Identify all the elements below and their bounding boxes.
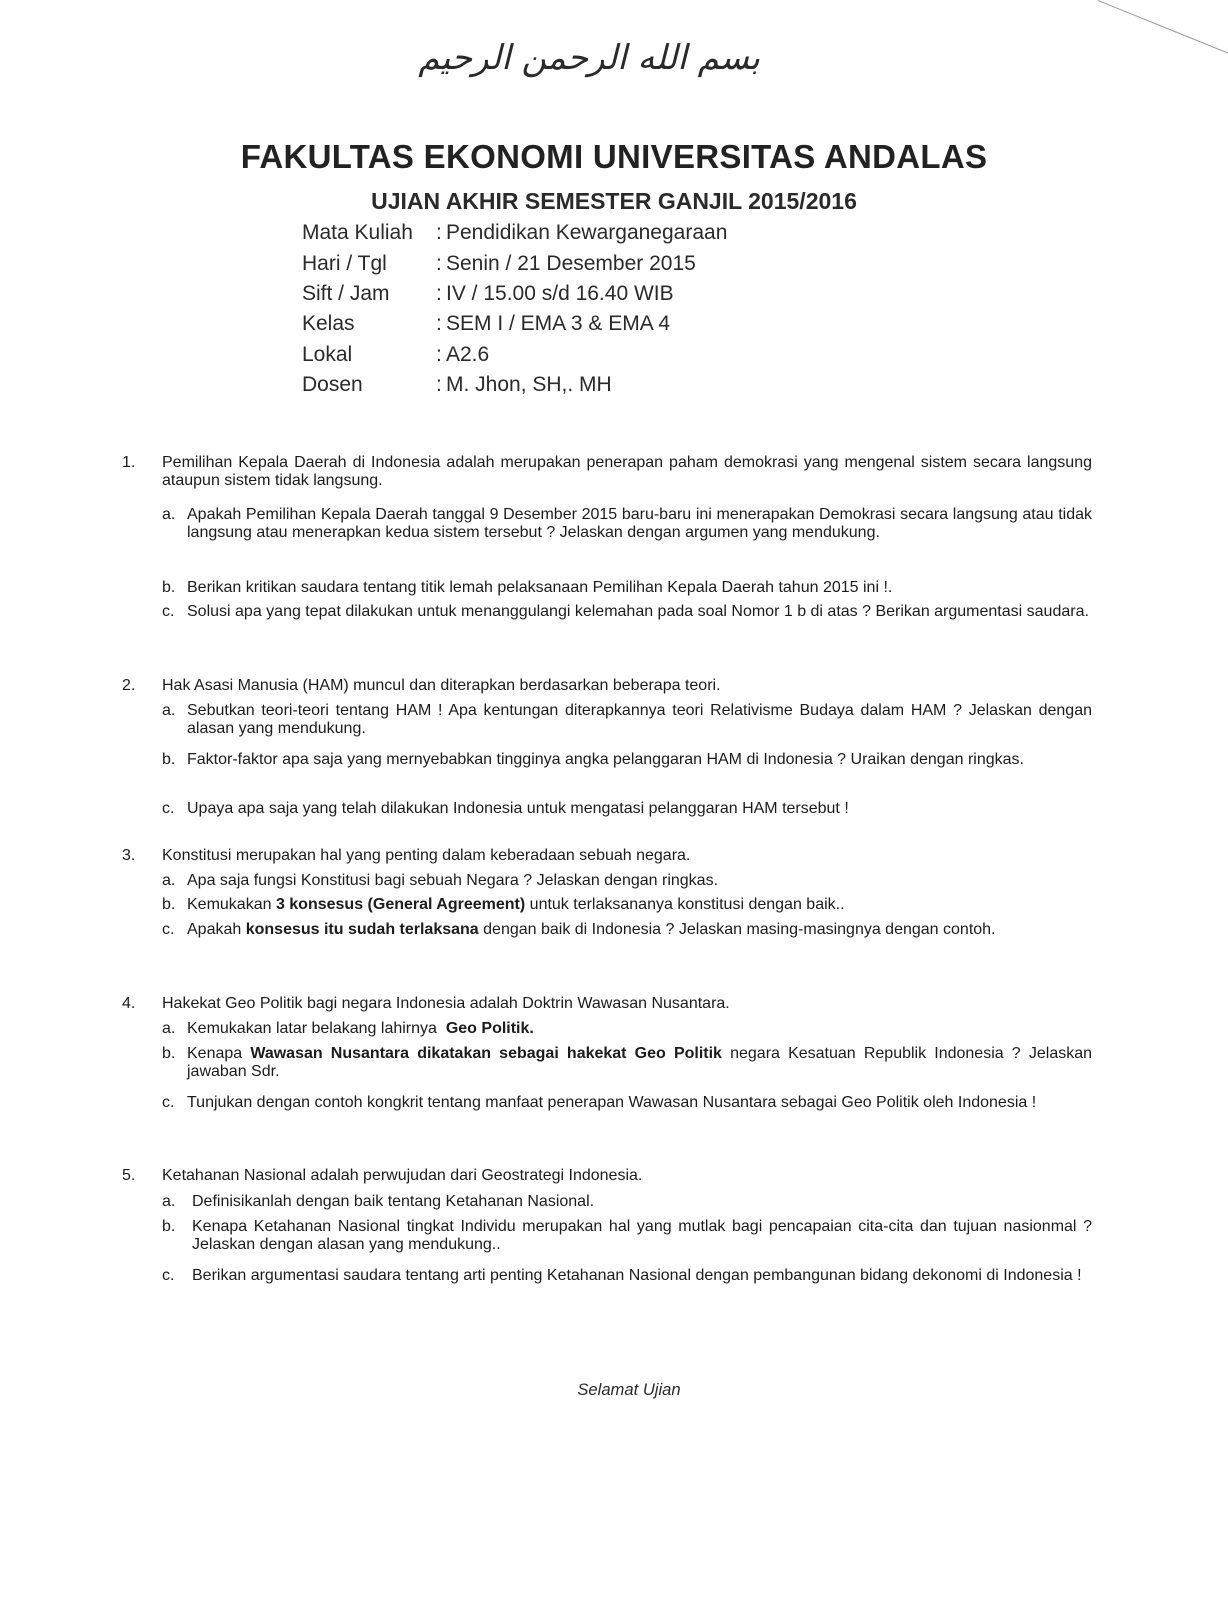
info-label: Mata Kuliah — [302, 221, 413, 245]
sub-text: Sebutkan teori-teori tentang HAM ! Apa kentungan diterapkannya teori Relativisme Budaya dalam HAM ? Jelaskan dengan alasan yang mendukung. — [187, 702, 1092, 737]
text-plain: untuk terlaksananya konstitusi dengan baik.. — [525, 896, 845, 913]
sub-letter: b. — [162, 579, 176, 596]
sub-letter: a. — [162, 702, 176, 719]
info-separator: : — [436, 281, 442, 305]
question-stem: Konstitusi merupakan hal yang penting dalam keberadaan sebuah negara. — [162, 847, 691, 864]
faculty-title: FAKULTAS EKONOMI UNIVERSITAS ANDALAS — [240, 138, 988, 175]
info-value: IV / 15.00 s/d 16.40 WIB — [446, 281, 674, 305]
sub-text: Apakah Pemilihan Kepala Daerah tanggal 9 Desember 2015 baru-baru ini menerapakan Demokrasi secara langsung atau tidak langsung atau menerapkan kedua sistem tersebut ? Jelaskan dengan argumen yang mendukung. — [187, 506, 1092, 541]
info-label: Dosen — [302, 373, 363, 397]
sub-text — [187, 896, 1092, 914]
info-row-date — [302, 248, 727, 278]
sub-letter: b. — [162, 1045, 176, 1062]
sub-text — [187, 1045, 1092, 1081]
sub-letter: c. — [162, 921, 175, 938]
sub-text: Berikan argumentasi saudara tentang arti penting Ketahanan Nasional dengan pembangunan bidang dekonomi di Indonesia ! — [192, 1267, 1082, 1284]
question-stem: Hakekat Geo Politik bagi negara Indonesia adalah Doktrin Wawasan Nusantara. — [162, 995, 730, 1012]
sub-text: Tunjukan dengan contoh kongkrit tentang manfaat penerapan Wawasan Nusantara sebagai Geo Politik oleh Indonesia ! — [187, 1094, 1037, 1111]
info-row-class — [302, 309, 727, 339]
sub-letter: c. — [162, 603, 175, 620]
info-value: SEM I / EMA 3 & EMA 4 — [446, 312, 671, 336]
info-value: Pendidikan Kewarganegaraan — [446, 221, 728, 245]
text-bold: konsesus itu sudah terlaksana — [245, 921, 479, 938]
info-label: Sift / Jam — [302, 281, 390, 305]
sub-letter: a. — [162, 506, 176, 523]
sub-letter: c. — [162, 1267, 175, 1284]
question-number: 4. — [122, 995, 136, 1012]
text-bold: Geo Politik. — [445, 1020, 534, 1037]
sub-text: Upaya apa saja yang telah dilakukan Indonesia untuk mengatasi pelanggaran HAM tersebut ! — [187, 800, 849, 817]
info-row-lecturer — [302, 370, 727, 400]
info-separator: : — [436, 251, 442, 275]
text-plain: dengan baik di Indonesia ? Jelaskan masing-masingnya dengan contoh. — [478, 921, 996, 938]
text-plain: Kenapa — [187, 1045, 251, 1062]
info-value: Senin / 21 Desember 2015 — [446, 251, 696, 275]
sub-text — [187, 1020, 1092, 1038]
info-separator: : — [436, 373, 442, 397]
sub-letter: a. — [162, 1193, 176, 1210]
info-separator: : — [436, 312, 442, 336]
sub-letter: c. — [162, 1094, 175, 1111]
sub-text: Berikan kritikan saudara tentang titik lemah pelaksanaan Pemilihan Kepala Daerah tahun 2015 ini !. — [187, 579, 893, 596]
text-bold: Wawasan Nusantara dikatakan sebagai hakekat Geo Politik — [250, 1045, 722, 1062]
sub-letter: b. — [162, 896, 176, 913]
text-plain: Apakah — [187, 921, 246, 938]
bismillah-handwriting: بسم الله الرحمن الرحيم — [418, 38, 760, 78]
text-bold: 3 konsesus (General Agreement) — [275, 896, 526, 913]
sub-text: Faktor-faktor apa saja yang mernyebabkan tingginya angka pelanggaran HAM di Indonesia ? Uraikan dengan ringkas. — [187, 751, 1024, 768]
info-value: M. Jhon, SH,. MH — [446, 373, 612, 397]
sub-text: Definisikanlah dengan baik tentang Ketahanan Nasional. — [192, 1193, 595, 1210]
sub-text — [187, 921, 1092, 939]
info-separator: : — [436, 342, 442, 366]
text-plain: negara Kesatuan Republik Indonesia ? Jelaskan jawaban Sdr. — [187, 1045, 1093, 1080]
sub-letter: b. — [162, 751, 176, 768]
sub-text: Apa saja fungsi Konstitusi bagi sebuah Negara ? Jelaskan dengan ringkas. — [187, 872, 719, 889]
sub-letter: b. — [162, 1218, 176, 1235]
info-row-course — [302, 218, 727, 248]
text-plain: Kemukakan latar belakang lahirnya — [187, 1020, 446, 1037]
text-plain: Kemukakan — [187, 896, 276, 913]
sub-letter: a. — [162, 1020, 176, 1037]
info-label: Kelas — [302, 312, 355, 336]
question-stem: Hak Asasi Manusia (HAM) muncul dan diterapkan berdasarkan beberapa teori. — [162, 677, 721, 694]
sub-letter: c. — [162, 800, 175, 817]
closing-greeting: Selamat Ujian — [577, 1380, 681, 1399]
question-stem: Ketahanan Nasional adalah perwujudan dari Geostrategi Indonesia. — [162, 1167, 643, 1184]
exam-subtitle: UJIAN AKHIR SEMESTER GANJIL 2015/2016 — [371, 188, 857, 214]
question-number: 3. — [122, 847, 136, 864]
sub-text: Kenapa Ketahanan Nasional tingkat Individu merupakan hal yang mutlak bagi pencapaian cita-cita dan tujuan nasionmal ? Jelaskan dengan alasan yang mendukung.. — [192, 1218, 1092, 1253]
exam-info — [302, 218, 727, 400]
question-number: 2. — [122, 677, 136, 694]
info-label: Lokal — [302, 342, 353, 366]
sub-text: Solusi apa yang tepat dilakukan untuk menanggulangi kelemahan pada soal Nomor 1 b di atas ? Berikan argumentasi saudara. — [187, 603, 1089, 620]
question-number: 1. — [122, 454, 136, 471]
info-label: Hari / Tgl — [302, 251, 387, 275]
question-number: 5. — [122, 1167, 136, 1184]
info-row-room — [302, 340, 727, 370]
info-row-shift — [302, 279, 727, 309]
sub-letter: a. — [162, 872, 176, 889]
info-value: A2.6 — [446, 342, 490, 366]
question-stem: Pemilihan Kepala Daerah di Indonesia adalah merupakan penerapan paham demokrasi yang mengenal sistem secara langsung ataupun sistem tidak langsung. — [162, 454, 1092, 489]
info-separator: : — [436, 221, 442, 245]
scan-edge-line — [1098, 0, 1228, 57]
